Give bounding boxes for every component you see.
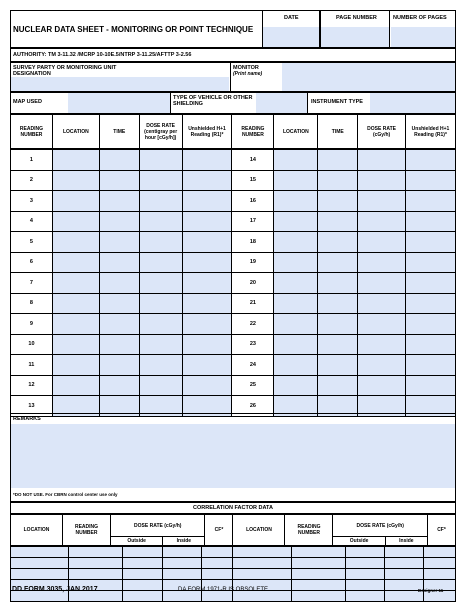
reading-number: 24 (232, 355, 274, 376)
reading-input-cell[interactable] (182, 211, 232, 232)
right-header-reading-number: READING NUMBER (232, 115, 274, 149)
reading-input-cell[interactable] (358, 252, 406, 273)
right-header-time: TIME (318, 115, 358, 149)
reading-number: 3 (11, 191, 53, 212)
reading-input-cell[interactable] (406, 334, 456, 355)
left-header-location: LOCATION (52, 115, 99, 149)
reading-input-cell[interactable] (99, 355, 139, 376)
map-used-label: MAP USED (13, 99, 42, 105)
reading-input-cell[interactable] (52, 314, 99, 335)
reading-input-cell[interactable] (52, 252, 99, 273)
form-page (10, 10, 456, 594)
reading-input-cell[interactable] (274, 252, 318, 273)
reading-input-cell[interactable] (274, 375, 318, 396)
reading-input-cell[interactable] (99, 150, 139, 171)
correlation-input-cell[interactable] (162, 558, 201, 569)
reading-input-cell[interactable] (52, 170, 99, 191)
correlation-input-cell[interactable] (162, 547, 201, 558)
map-used-field[interactable] (68, 93, 170, 113)
reading-input-cell[interactable] (182, 334, 232, 355)
reading-input-cell[interactable] (274, 232, 318, 253)
survey-party-label: SURVEY PARTY OR MONITORING UNIT DESIGNATION (13, 65, 117, 77)
correlation-input-cell[interactable] (233, 558, 291, 569)
reading-input-cell[interactable] (406, 150, 456, 171)
date-field[interactable] (263, 27, 319, 47)
reading-input-cell[interactable] (99, 293, 139, 314)
reading-input-cell[interactable] (182, 191, 232, 212)
reading-input-cell[interactable] (274, 355, 318, 376)
corr-right-location-header: LOCATION (233, 515, 285, 546)
correlation-input-cell[interactable] (345, 580, 384, 591)
reading-input-cell[interactable] (406, 211, 456, 232)
correlation-row (11, 558, 456, 569)
correlation-input-cell[interactable] (69, 547, 123, 558)
reading-input-cell[interactable] (139, 273, 182, 294)
reading-input-cell[interactable] (274, 191, 318, 212)
reading-input-cell[interactable] (99, 211, 139, 232)
reading-input-cell[interactable] (358, 273, 406, 294)
correlation-input-cell[interactable] (233, 547, 291, 558)
reading-number: 7 (11, 273, 53, 294)
corr-left-reading-number-header: READING NUMBER (63, 515, 111, 546)
reading-input-cell[interactable] (52, 334, 99, 355)
footer-form-number: DD FORM 3035, JAN 2017 (12, 586, 98, 593)
correlation-input-cell[interactable] (424, 569, 456, 580)
reading-input-cell[interactable] (274, 314, 318, 335)
table-row (11, 211, 456, 232)
reading-input-cell[interactable] (358, 314, 406, 335)
correlation-input-cell[interactable] (291, 591, 345, 602)
corr-left-cf-header: CF* (205, 515, 233, 546)
instrument-field[interactable] (370, 93, 455, 113)
page-number-label: PAGE NUMBER (336, 15, 377, 21)
reading-number: 21 (232, 293, 274, 314)
reading-input-cell[interactable] (182, 314, 232, 335)
table-row (11, 170, 456, 191)
reading-input-cell[interactable] (182, 170, 232, 191)
reading-input-cell[interactable] (406, 170, 456, 191)
correlation-title: CORRELATION FACTOR DATA (193, 505, 273, 511)
correlation-input-cell[interactable] (345, 558, 384, 569)
reading-input-cell[interactable] (358, 170, 406, 191)
reading-input-cell[interactable] (139, 191, 182, 212)
correlation-input-cell[interactable] (123, 580, 162, 591)
reading-input-cell[interactable] (52, 211, 99, 232)
reading-input-cell[interactable] (318, 211, 358, 232)
table-row (11, 334, 456, 355)
reading-number: 14 (232, 150, 274, 171)
corr-right-dose-rate-header: DOSE RATE (cGy/h) (333, 515, 428, 537)
left-header-time: TIME (99, 115, 139, 149)
reading-input-cell[interactable] (52, 232, 99, 253)
reading-number: 12 (11, 375, 53, 396)
left-header-unshielded: Unshielded H+1 Reading (R1)* (182, 115, 232, 149)
correlation-input-cell[interactable] (345, 547, 384, 558)
survey-party-field[interactable] (11, 77, 229, 91)
reading-input-cell[interactable] (182, 293, 232, 314)
reading-input-cell[interactable] (406, 191, 456, 212)
right-header-unshielded: Unshielded H+1 Reading (R1)* (406, 115, 456, 149)
correlation-input-cell[interactable] (123, 547, 162, 558)
reading-input-cell[interactable] (52, 191, 99, 212)
corr-right-inside-header: Inside (385, 537, 427, 546)
number-of-pages-field[interactable] (391, 27, 455, 47)
reading-input-cell[interactable] (318, 232, 358, 253)
reading-input-cell[interactable] (182, 273, 232, 294)
correlation-input-cell[interactable] (291, 547, 345, 558)
footer-obsolete: DA FORM 1971-R IS OBSOLETE (178, 587, 269, 593)
reading-input-cell[interactable] (358, 150, 406, 171)
reading-input-cell[interactable] (406, 252, 456, 273)
correlation-input-cell[interactable] (385, 569, 424, 580)
corr-left-dose-rate-header: DOSE RATE (cGy/h) (111, 515, 205, 537)
reading-number: 2 (11, 170, 53, 191)
reading-input-cell[interactable] (52, 355, 99, 376)
instrument-label: INSTRUMENT TYPE (311, 99, 363, 105)
correlation-row (11, 569, 456, 580)
remarks-label: REMARKS (13, 416, 41, 422)
reading-input-cell[interactable] (318, 273, 358, 294)
reading-number: 19 (232, 252, 274, 273)
reading-input-cell[interactable] (139, 232, 182, 253)
correlation-input-cell[interactable] (385, 547, 424, 558)
reading-input-cell[interactable] (406, 273, 456, 294)
reading-input-cell[interactable] (139, 334, 182, 355)
reading-input-cell[interactable] (318, 170, 358, 191)
reading-input-cell[interactable] (99, 273, 139, 294)
reading-input-cell[interactable] (52, 150, 99, 171)
footer-designer: Designer 11 (418, 588, 444, 593)
reading-number: 8 (11, 293, 53, 314)
reading-number: 17 (232, 211, 274, 232)
table-row (11, 314, 456, 335)
correlation-input-cell[interactable] (69, 558, 123, 569)
correlation-input-cell[interactable] (291, 569, 345, 580)
reading-input-cell[interactable] (358, 375, 406, 396)
reading-input-cell[interactable] (182, 232, 232, 253)
reading-input-cell[interactable] (99, 170, 139, 191)
table-row (11, 150, 456, 171)
reading-input-cell[interactable] (52, 273, 99, 294)
left-header-dose-rate: DOSE RATE (centigray per hour [cGy/h]) (139, 115, 182, 149)
correlation-input-cell[interactable] (123, 569, 162, 580)
left-header-reading-number: READING NUMBER (11, 115, 53, 149)
reading-input-cell[interactable] (318, 355, 358, 376)
correlation-input-cell[interactable] (385, 558, 424, 569)
reading-number: 10 (11, 334, 53, 355)
reading-number: 13 (11, 396, 53, 417)
correlation-input-cell[interactable] (123, 558, 162, 569)
correlation-input-cell[interactable] (202, 558, 233, 569)
reading-input-cell[interactable] (406, 293, 456, 314)
remarks-field[interactable] (11, 424, 455, 488)
correlation-input-cell[interactable] (291, 580, 345, 591)
reading-input-cell[interactable] (139, 355, 182, 376)
correlation-row (11, 547, 456, 558)
reading-input-cell[interactable] (99, 232, 139, 253)
reading-input-cell[interactable] (139, 252, 182, 273)
reading-number: 16 (232, 191, 274, 212)
reading-input-cell[interactable] (318, 191, 358, 212)
right-header-location: LOCATION (274, 115, 318, 149)
correlation-input-cell[interactable] (123, 591, 162, 602)
reading-input-cell[interactable] (406, 375, 456, 396)
reading-input-cell[interactable] (139, 211, 182, 232)
correlation-input-cell[interactable] (11, 558, 69, 569)
reading-number: 4 (11, 211, 53, 232)
reading-input-cell[interactable] (318, 314, 358, 335)
reading-input-cell[interactable] (139, 170, 182, 191)
reading-number: 11 (11, 355, 53, 376)
reading-number: 22 (232, 314, 274, 335)
correlation-input-cell[interactable] (11, 569, 69, 580)
reading-number: 5 (11, 232, 53, 253)
corr-right-reading-number-header: READING NUMBER (285, 515, 333, 546)
reading-input-cell[interactable] (99, 191, 139, 212)
reading-number: 26 (232, 396, 274, 417)
reading-input-cell[interactable] (182, 150, 232, 171)
reading-input-cell[interactable] (139, 150, 182, 171)
reading-input-cell[interactable] (274, 150, 318, 171)
vehicle-label: TYPE OF VEHICLE OR OTHER SHIELDING (173, 95, 253, 107)
reading-number: 6 (11, 252, 53, 273)
correlation-input-cell[interactable] (291, 558, 345, 569)
corr-left-location-header: LOCATION (11, 515, 63, 546)
correlation-input-cell[interactable] (162, 569, 201, 580)
vehicle-field[interactable] (256, 93, 307, 113)
reading-input-cell[interactable] (99, 314, 139, 335)
corr-right-cf-header: CF* (428, 515, 456, 546)
table-row (11, 252, 456, 273)
reading-input-cell[interactable] (274, 211, 318, 232)
correlation-input-cell[interactable] (345, 569, 384, 580)
corr-left-inside-header: Inside (163, 537, 205, 546)
reading-input-cell[interactable] (182, 375, 232, 396)
reading-input-cell[interactable] (99, 375, 139, 396)
reading-input-cell[interactable] (274, 273, 318, 294)
reading-input-cell[interactable] (139, 293, 182, 314)
correlation-input-cell[interactable] (202, 569, 233, 580)
reading-input-cell[interactable] (406, 232, 456, 253)
reading-input-cell[interactable] (318, 150, 358, 171)
date-label: DATE (284, 15, 299, 21)
reading-input-cell[interactable] (274, 293, 318, 314)
corr-left-outside-header: Outside (111, 537, 163, 546)
reading-input-cell[interactable] (358, 334, 406, 355)
reading-input-cell[interactable] (358, 293, 406, 314)
right-header-dose-rate: DOSE RATE (cGy/h) (358, 115, 406, 149)
reading-input-cell[interactable] (318, 375, 358, 396)
form-title: NUCLEAR DATA SHEET - MONITORING OR POINT TECHNIQUE (13, 25, 254, 34)
reading-number: 15 (232, 170, 274, 191)
authority-text: AUTHORITY: TM 3-11.32 /MCRP 10-10E.5/NTRP 3-11.25/AFTTP 3-2.56 (13, 52, 192, 58)
reading-input-cell[interactable] (99, 334, 139, 355)
number-of-pages-label: NUMBER OF PAGES (393, 15, 447, 21)
reading-input-cell[interactable] (52, 293, 99, 314)
reading-input-cell[interactable] (358, 232, 406, 253)
reading-number: 9 (11, 314, 53, 335)
correlation-input-cell[interactable] (11, 547, 69, 558)
reading-input-cell[interactable] (139, 375, 182, 396)
corr-right-outside-header: Outside (333, 537, 385, 546)
reading-input-cell[interactable] (358, 191, 406, 212)
table-row (11, 375, 456, 396)
monitor-field[interactable] (282, 63, 455, 91)
reading-input-cell[interactable] (358, 211, 406, 232)
reading-input-cell[interactable] (99, 252, 139, 273)
table-row (11, 232, 456, 253)
footnote: *DO NOT USE. For CBRN control center use only (13, 492, 118, 497)
monitor-sub-label: (Print name) (233, 71, 263, 77)
correlation-input-cell[interactable] (69, 569, 123, 580)
correlation-input-cell[interactable] (345, 591, 384, 602)
correlation-input-cell[interactable] (233, 569, 291, 580)
reading-input-cell[interactable] (406, 355, 456, 376)
reading-input-cell[interactable] (52, 375, 99, 396)
reading-number: 23 (232, 334, 274, 355)
table-row (11, 191, 456, 212)
table-row (11, 293, 456, 314)
correlation-input-cell[interactable] (424, 547, 456, 558)
reading-number: 20 (232, 273, 274, 294)
reading-number: 25 (232, 375, 274, 396)
table-row (11, 355, 456, 376)
correlation-input-cell[interactable] (424, 558, 456, 569)
reading-input-cell[interactable] (182, 252, 232, 273)
readings-table (10, 114, 456, 417)
reading-number: 1 (11, 150, 53, 171)
reading-input-cell[interactable] (274, 170, 318, 191)
reading-input-cell[interactable] (318, 293, 358, 314)
reading-input-cell[interactable] (358, 355, 406, 376)
page-number-field[interactable] (321, 27, 389, 47)
table-row (11, 273, 456, 294)
reading-input-cell[interactable] (139, 314, 182, 335)
monitor-label: MONITOR (233, 65, 259, 71)
correlation-input-cell[interactable] (202, 547, 233, 558)
reading-input-cell[interactable] (182, 355, 232, 376)
reading-input-cell[interactable] (274, 334, 318, 355)
reading-number: 18 (232, 232, 274, 253)
reading-input-cell[interactable] (406, 314, 456, 335)
reading-input-cell[interactable] (318, 334, 358, 355)
reading-input-cell[interactable] (318, 252, 358, 273)
